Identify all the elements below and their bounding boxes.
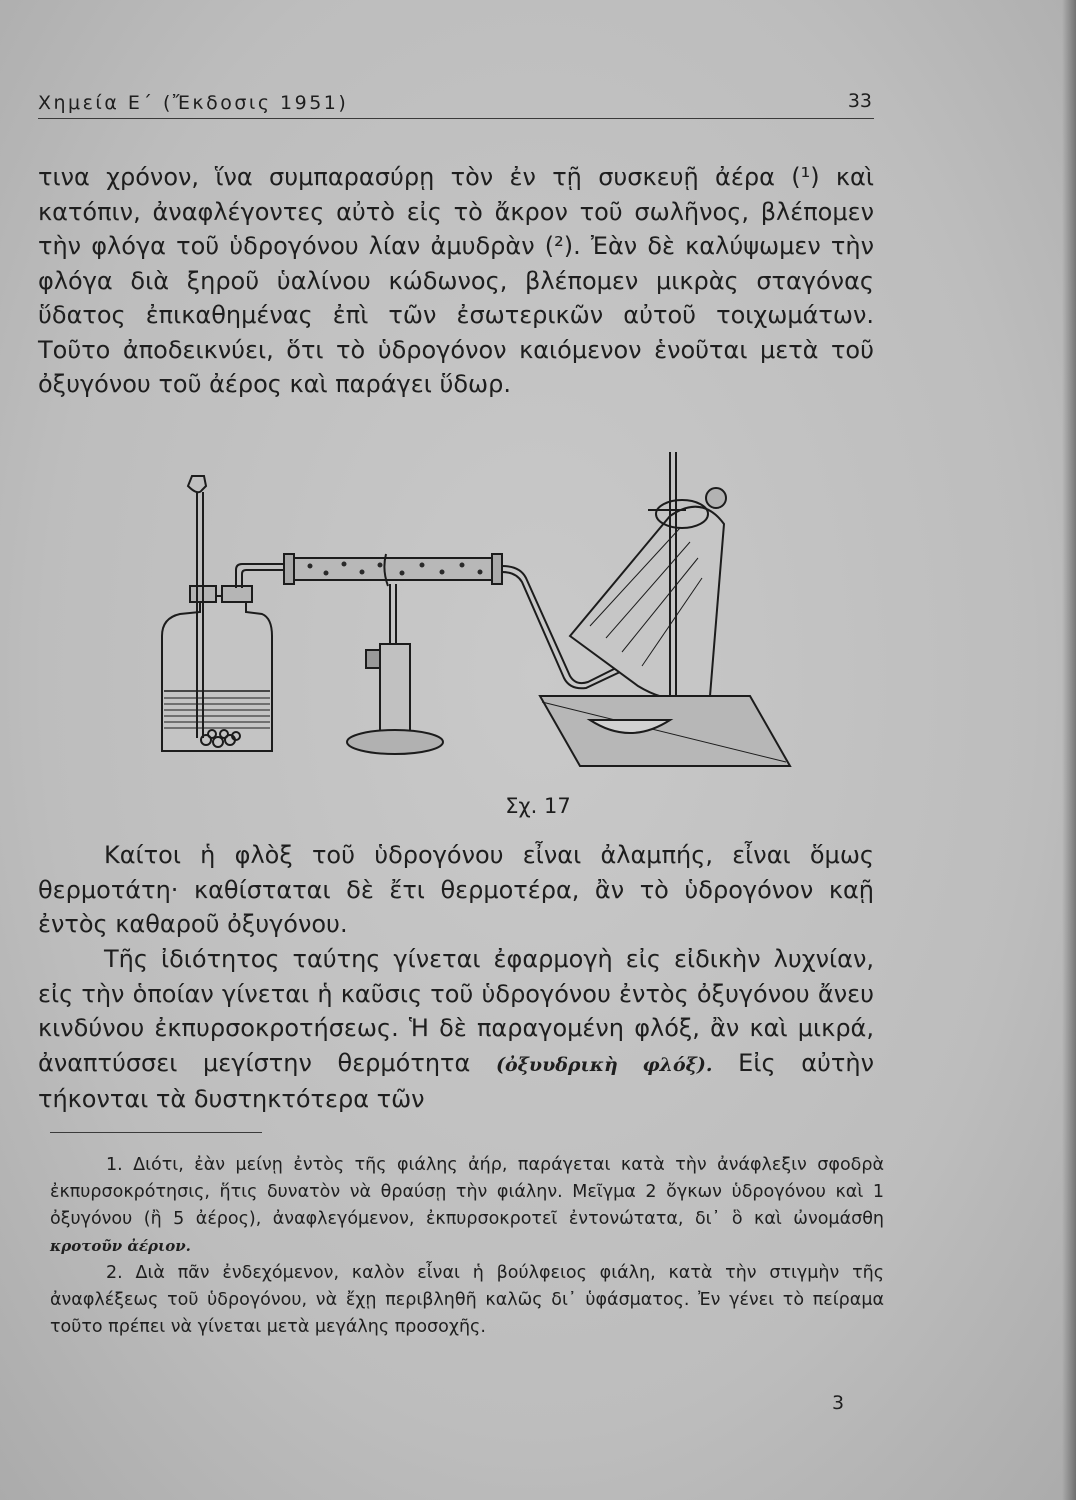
footnote-1 — [50, 1152, 884, 1260]
page-number: 33 — [847, 90, 872, 112]
figure-caption: Σχ. 17 — [505, 794, 571, 818]
paragraph-flame-heat: Καίτοι ἡ φλὸξ τοῦ ὑδρογόνου εἶναι ἀλαμπής, εἶναι ὅμως θερμοτάτη· καθίσταται δὲ ἔτι θερμοτέρα, ἂν τὸ ὑδρογόνον καῇ ἐντὸς καθαροῦ ὀξυγόνου. — [38, 841, 874, 938]
bell-jar — [570, 488, 726, 700]
footnote-2: 2. Διὰ πᾶν ἐνδεχόμενον, καλὸν εἶναι ἡ βούλφειος φιάλη, κατὰ τὴν στιγμὴν τῆς ἀναφλέξεως τοῦ ὑδρογόνου, νὰ ἔχῃ περιβληθῆ καλῶς δι᾿ ὑφάσματος. Ἐν γένει τὸ πείραμα τοῦτο πρέπει νὰ γίνεται μετὰ μεγάλης προσοχῆς. — [50, 1263, 884, 1337]
footnote-1-text: 1. Διότι, ἐὰν μείνῃ ἐντὸς τῆς φιάλης ἀήρ, παράγεται κατὰ τὴν ἀνάφλεξιν σφοδρὰ ἐκπυρσοκρότησις, ἥτις δυνατὸν νὰ θραύσῃ τὴν φιάλην. Μεῖγμα 2 ὄγκων ὑδρογόνου καὶ 1 ὀξυγόνου (ἢ 5 ἀέρος), ἀναφλεγόμενον, ἐκπυρσοκροτεῖ ἐντονώτατα, δι᾿ ὃ καὶ ὠνομάσθη — [50, 1155, 884, 1229]
page-header — [38, 88, 874, 119]
footnote-rule — [50, 1132, 262, 1133]
oxyhydrogen-term: (ὀξυυδρικὴ φλόξ). — [495, 1053, 713, 1076]
running-title: Χημεία Ε΄ (Ἔκδοσις 1951) — [38, 92, 349, 114]
figure-apparatus — [150, 446, 890, 786]
paragraph-oxyhydrogen-text: Τῆς ἰδιότητος ταύτης γίνεται ἐφαρμογὴ εἰς εἰδικὴν λυχνίαν, εἰς τὴν ὁποίαν γίνεται ἡ καῦσις τοῦ ὑδρογόνου ἐντὸς ὀξυγόνου ἄνευ κινδύνου ἐκπυρσοκροτήσεως. Ἡ δὲ παραγομένη φλόξ, ἂν καὶ μικρά, ἀναπτύσσει μεγίστην θερμότητα — [38, 945, 874, 1077]
signature-mark: 3 — [832, 1392, 845, 1414]
drying-tube — [284, 554, 502, 586]
paragraph-oxyhydrogen-flame — [38, 942, 874, 1117]
paragraph-hydrogen-flame: τινα χρόνον, ἵνα συμπαρασύρῃ τὸν ἐν τῇ συσκευῇ ἀέρα (¹) καὶ κατόπιν, ἀναφλέγοντες αὐτὸ εἰς τὸ ἄκρον τοῦ σωλῆνος, βλέπομεν τὴν φλόγα τοῦ ὑδρογόνου λίαν ἀμυδρὰν (²). Ἐὰν δὲ καλύψωμεν τὴν φλόγα διὰ ξηροῦ ὑαλίνου κώδωνος, βλέπομεν μικρὰς σταγόνας ὕδατος ἐπικαθημένας ἐπὶ τῶν ἐσωτερικῶν αὐτοῦ τοιχωμάτων. Τοῦτο ἀποδεικνύει, ὅτι τὸ ὑδρογόνον καιόμενον ἑνοῦται μετὰ τοῦ ὀξυγόνου τοῦ ἀέρος καὶ παράγει ὕδωρ. — [38, 163, 874, 398]
woulfe-bottle — [162, 476, 286, 751]
footnote-1-term: κροτοῦν ἀέριον. — [50, 1237, 191, 1255]
apparatus-illustration — [150, 446, 890, 786]
stand-clamp — [347, 584, 443, 754]
paragraph-oxyhydrogen-end: Εἰς αὐτὴν τήκονται τὰ δυστηκτότερα τῶν — [38, 1048, 874, 1113]
footnotes — [50, 1152, 884, 1341]
